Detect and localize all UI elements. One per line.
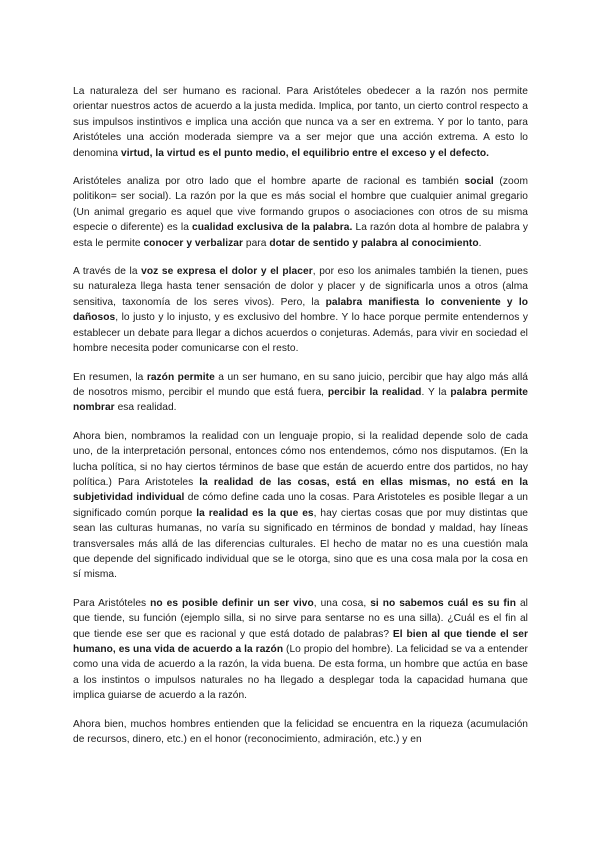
text-run: , lo justo y lo injusto, y es exclusivo del hombre. Y lo hace porque permite entendernos y establecer un debate para llegar a dichos acuerdos o conjeturas. Además, para vivir en sociedad el hombre necesita poder comunicarse con el resto. [73,312,528,355]
bold-text: no es posible definir un ser vivo [150,597,314,609]
bold-text: si no sabemos cuál es su fin [370,597,517,609]
text-run: La razón dota al hombre de palabra y esta le permite [73,222,528,249]
text-run: esa realidad. [114,402,177,414]
bold-text: El bien al que tiende el ser humano, es una vida de acuerdo a la razón [73,628,528,655]
text-run: de cómo define cada uno la cosas. Para Aristoteles es posible llegar a un significado común porque [73,492,528,519]
paragraph [73,717,528,748]
bold-text: dotar de sentido y palabra al conocimiento [269,237,479,249]
paragraph [73,370,528,416]
text-run: Para Aristóteles [73,597,151,609]
document-body [73,84,528,747]
text-run: La naturaleza del ser humano es racional. Para Aristóteles obedecer a la razón nos permite orientar nuestros actos de acuerdo a la justa medida. Implica, por tanto, un cierto control respecto a sus impulsos instintivos e implica una acción que nunca va a ser en extrema. Y por lo tanto, para Aristóteles una acción moderada siempre va a ser mejor que una acción extrema. A esto lo denomina [73,86,528,159]
paragraph [73,84,528,161]
text-run: Ahora bien, muchos hombres entienden que la felicidad se encuentra en la riqueza (acumulación de recursos, dinero, etc.) en el honor (reconocimiento, admiración, etc.) y en [73,718,528,746]
text-run: , por eso los animales también la tienen, pues su naturaleza llega hasta tener sensación de dolor y placer y de significarla unos a otros (alma sensitiva, taxonomía de los seres vivos). Pero, la [73,266,529,308]
text-run: . [478,237,482,249]
bold-text: palabra manifiesta lo conveniente y lo dañosos [73,296,528,324]
text-run: para [242,237,270,249]
paragraph [73,174,528,251]
bold-text: voz se expresa el dolor y el placer [141,266,313,278]
paragraph [73,429,528,583]
bold-text: cualidad exclusiva de la palabra. [191,222,353,234]
text-run: En resumen, la [73,371,147,383]
bold-text: la realidad de las cosas, está en ellas mismas, no está en la subjetividad individual [73,476,528,504]
bold-text: la realidad es la que es [196,507,314,519]
text-run: Aristóteles analiza por otro lado que el hombre aparte de racional es también [73,176,465,188]
paragraph [73,596,528,704]
text-run: Ahora bien, nombramos la realidad con un lenguaje propio, si la realidad depende solo de cada uno, de la interpretación personal, entonces cómo nos entendemos, cómo nos disputamos. (En la lucha política, si no hay ciertos términos de base que están de acuerdo entre dos partidos, no hay política.) Para Aristoteles [73,430,528,488]
text-run: (Lo propio del hombre). La felicidad se va a entender como una vida de acuerdo a la razón, la vida buena. De esta forma, un hombre que actúa en base a los instintos o impulsos naturales no ha llegado a desplegar toda la capacidad humana que implica guiarse de acuerdo a la razón. [73,644,528,702]
bold-text: percibir la realidad [327,386,422,398]
paragraph [73,264,528,356]
text-run: A través de la [73,266,142,278]
bold-text: conocer y verbalizar [143,237,243,249]
bold-text: palabra permite nombrar [73,386,528,414]
text-run: , una cosa, [313,597,371,609]
text-run: a un ser humano, en su sano juicio, percibir que hay algo más allá de nosotros mismo, percibir el mundo que está fuera, [73,371,528,398]
text-run: . Y la [421,386,451,398]
text-run: , hay ciertas cosas que por muy distintas que sean las culturas humanas, no varía su significado en términos de bondad y maldad, hay líneas transversales más allá de las diferencias culturales. El hecho de matar no es una cuestión mala que depende del significado individual que se le otorga, sino que es una cosa mala por la cosa en sí misma. [73,507,528,581]
bold-text: razón permite [146,371,215,383]
text-run: al que tiende, su función (ejemplo silla, si no sirve para sentarse no es una silla). ¿Cuál es el fin al que tiende ese ser que es racional y que está dotado de palabras? [73,597,528,640]
bold-text: virtud, la virtud es el punto medio, el equilibrio entre el exceso y el defecto. [121,147,490,159]
text-run: (zoom politikon= ser social). La razón por la que es más social el hombre que cualquier animal gregario (Un animal gregario es aquel que vive formando grupos o asociaciones con otros de su misma especie o diferente) es la [73,176,528,234]
bold-text: social [464,176,494,188]
